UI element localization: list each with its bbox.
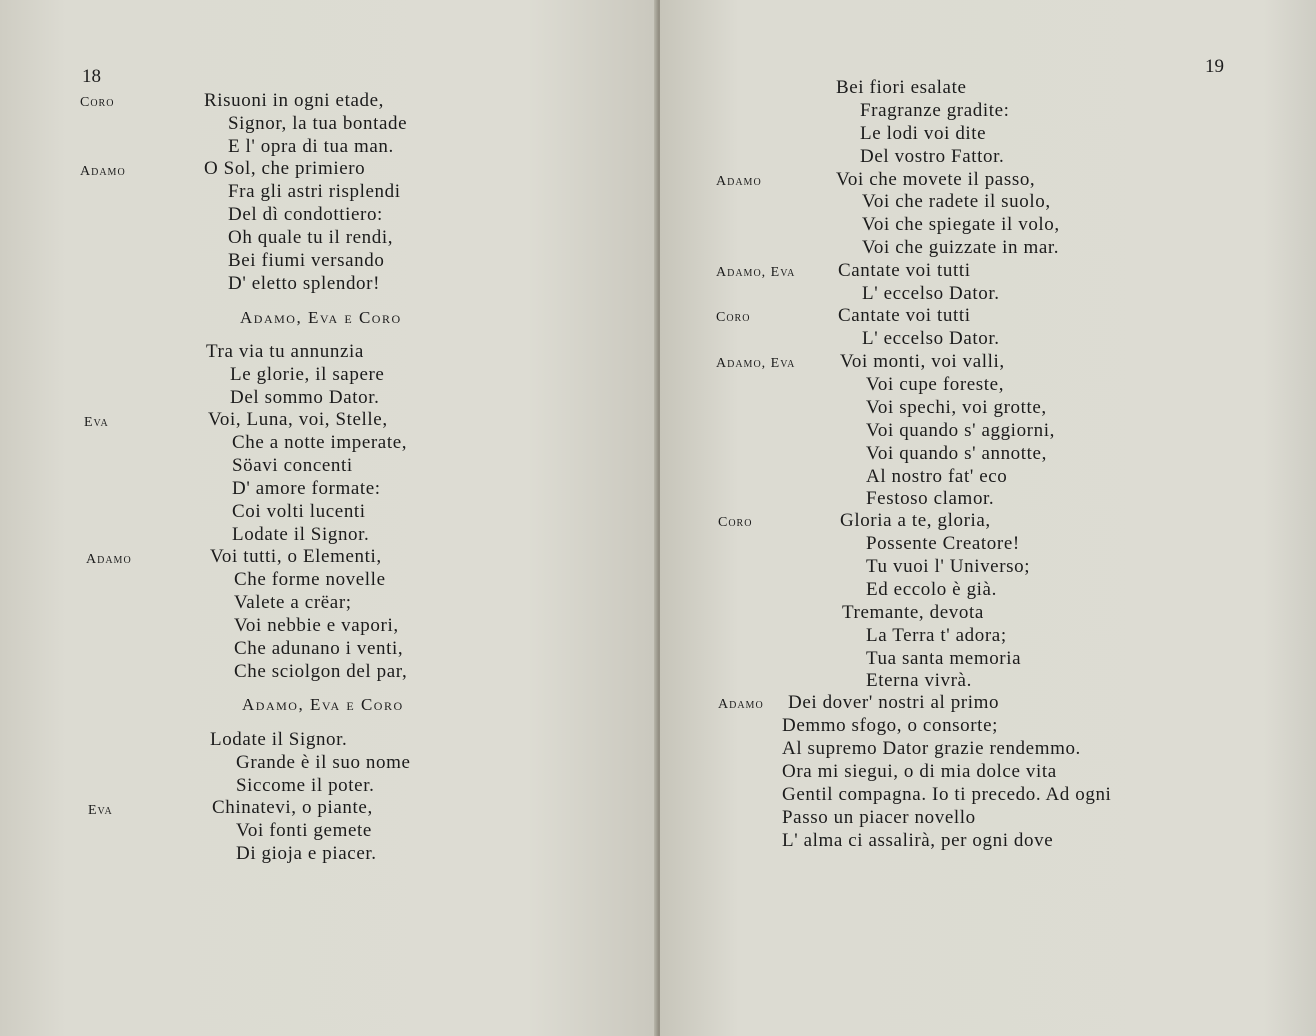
speaker-label: Coro [718,515,753,530]
speaker-label: Adamo, Eva [716,265,796,280]
verse-line: O Sol, che primiero [204,158,366,179]
verse-line: Le glorie, il sapere [230,364,385,385]
verse-line: Fragranze gradite: [860,100,1010,121]
verse-line: D' eletto splendor! [228,273,381,294]
verse-line: L' eccelso Dator. [862,328,1000,349]
verse-line: Lodate il Signor. [210,729,348,750]
verse-line: Del sommo Dator. [230,387,380,408]
page-number: 19 [1205,56,1224,77]
section-heading: Adamo, Eva e Coro [242,695,404,714]
verse-line: Le lodi voi dite [860,123,987,144]
verse-line: Tremante, devota [842,602,984,623]
verse-line: Tua santa memoria [866,648,1022,669]
verse-line: Voi nebbie e vapori, [234,615,399,636]
verse-line: Ora mi siegui, o di mia dolce vita [782,761,1057,782]
verse-line: Grande è il suo nome [236,752,411,773]
verse-line: Ed eccolo è già. [866,579,997,600]
verse-line: Festoso clamor. [866,488,995,509]
verse-line: Signor, la tua bontade [228,113,408,134]
verse-line: Lodate il Signor. [232,524,370,545]
verse-line: Di gioja e piacer. [236,843,377,864]
verse-line: Tu vuoi l' Universo; [866,556,1031,577]
verse-line: Cantate voi tutti [838,305,971,326]
speaker-label: Eva [84,415,109,430]
verse-line: Siccome il poter. [236,775,375,796]
verse-line: E l' opra di tua man. [228,136,394,157]
verse-line: Demmo sfogo, o consorte; [782,715,998,736]
speaker-label: Adamo [86,552,132,567]
verse-line: Voi, Luna, voi, Stelle, [208,409,388,430]
verse-line: L' eccelso Dator. [862,283,1000,304]
verse-line: Söavi concenti [232,455,353,476]
verse-line: Voi monti, voi valli, [840,351,1005,372]
verse-line: Voi che spiegate il volo, [862,214,1060,235]
verse-line: Chinatevi, o piante, [212,797,373,818]
verse-line: Del vostro Fattor. [860,146,1005,167]
verse-line: Voi fonti gemete [236,820,372,841]
verse-line: Che a notte imperate, [232,432,408,453]
verse-line: Fra gli astri risplendi [228,181,401,202]
verse-line: Voi che movete il passo, [836,169,1036,190]
speaker-label: Coro [80,95,115,110]
speaker-label: Eva [88,803,113,818]
verse-line: La Terra t' adora; [866,625,1007,646]
verse-line: Tra via tu annunzia [206,341,364,362]
speaker-label: Adamo [718,697,764,712]
right-page [660,0,1316,1036]
verse-line: Del dì condottiero: [228,204,383,225]
verse-line: Al supremo Dator grazie rendemmo. [782,738,1081,759]
page-number: 18 [82,66,101,87]
verse-line: Coi volti lucenti [232,501,366,522]
verse-line: Risuoni in ogni etade, [204,90,384,111]
verse-line: Dei dover' nostri al primo [788,692,1000,713]
verse-line: Bei fiori esalate [836,77,967,98]
speaker-label: Adamo [80,164,126,179]
verse-line: Oh quale tu il rendi, [228,227,394,248]
verse-line: Voi cupe foreste, [866,374,1005,395]
verse-line: Voi tutti, o Elementi, [210,546,382,567]
verse-line: Che adunano i venti, [234,638,404,659]
verse-line: Eterna vivrà. [866,670,972,691]
verse-line: D' amore formate: [232,478,381,499]
verse-line: L' alma ci assalirà, per ogni dove [782,830,1054,851]
verse-line: Voi spechi, voi grotte, [866,397,1047,418]
verse-line: Voi che radete il suolo, [862,191,1051,212]
verse-line: Gloria a te, gloria, [840,510,991,531]
verse-line: Valete a crëar; [234,592,352,613]
verse-line: Che sciolgon del par, [234,661,408,682]
verse-line: Gentil compagna. Io ti precedo. Ad ogni [782,784,1112,805]
verse-line: Bei fiumi versando [228,250,385,271]
verse-line: Possente Creatore! [866,533,1020,554]
verse-line: Voi quando s' annotte, [866,443,1047,464]
verse-line: Voi quando s' aggiorni, [866,420,1055,441]
verse-line: Voi che guizzate in mar. [862,237,1060,258]
speaker-label: Adamo [716,174,762,189]
verse-line: Cantate voi tutti [838,260,971,281]
verse-line: Al nostro fat' eco [866,466,1008,487]
speaker-label: Adamo, Eva [716,356,796,371]
verse-line: Passo un piacer novello [782,807,976,828]
verse-line: Che forme novelle [234,569,386,590]
speaker-label: Coro [716,310,751,325]
section-heading: Adamo, Eva e Coro [240,308,402,327]
